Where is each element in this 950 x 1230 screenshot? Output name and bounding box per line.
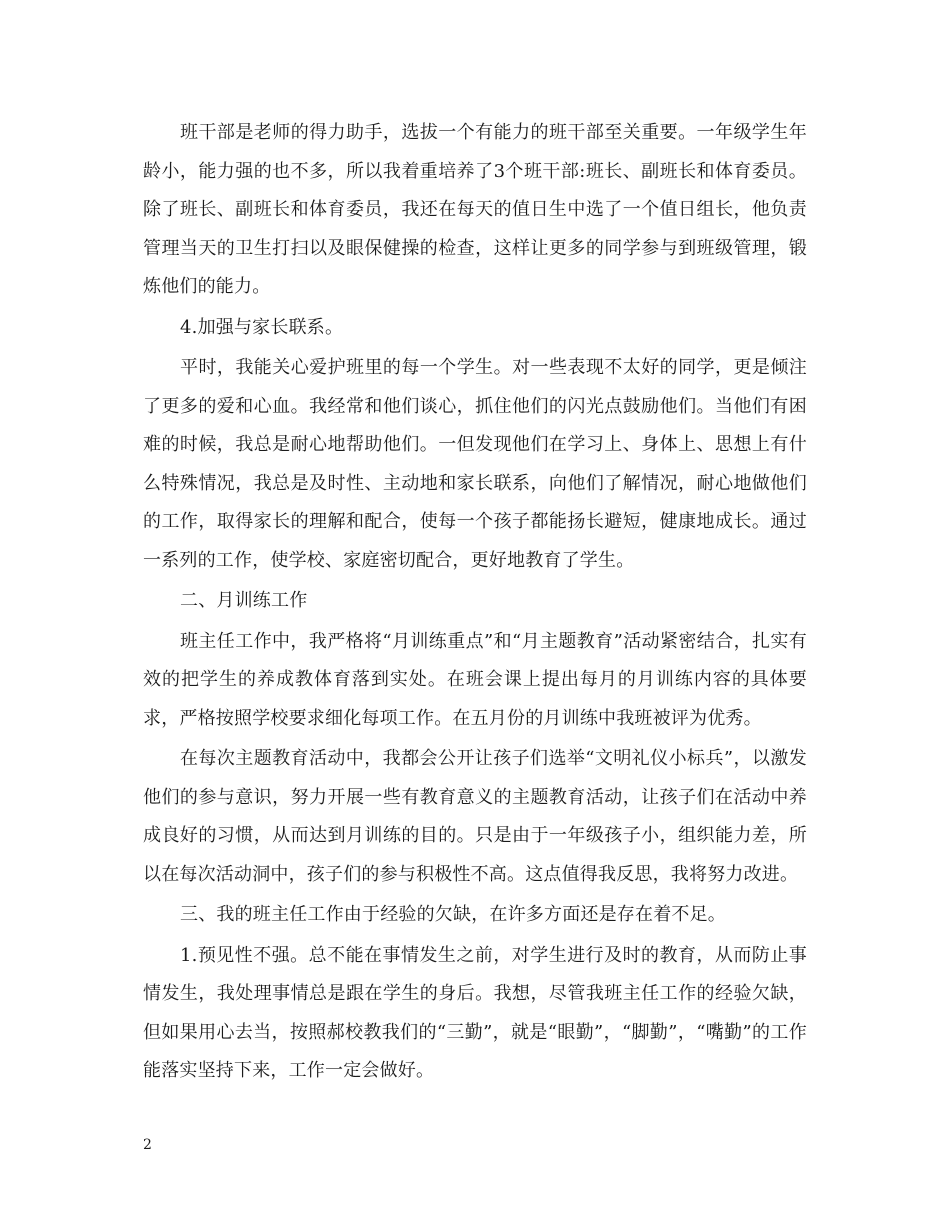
paragraph-theme-education: 在每次主题教育活动中，我都会公开让孩子们选举“文明礼仪小标兵”，以激发他们的参与意识，努力开展一些有教育意义的主题教育活动，让孩子们在活动中养成良好的习惯，从而达到月训练的目的。只是由于一年级孩子小，组织能力差，所以在每次活动洞中，孩子们的参与积极性不高。这点值得我反思，我将努力改进。 [143,748,807,885]
heading-shortcomings: 三、我的班主任工作由于经验的欠缺，在许多方面还是存在着不足。 [180,904,726,925]
paragraph-monthly-training: 班主任工作中，我严格将“月训练重点”和“月主题教育”活动紧密结合，扎实有效的把学生的养成教体育落到实处。在班会课上提出每月的月训练内容的具体要求，严格按照学校要求细化每项工作。在五月份的月训练中我班被评为优秀。 [143,630,807,729]
paragraph-foresight: 1.预见性不强。总不能在事情发生之前，对学生进行及时的教育，从而防止事情发生，我处理事情总是跟在学生的身后。我想，尽管我班主任工作的经验欠缺，但如果用心去当，按照郝校教我们的“三勤”，就是“眼勤”，“脚勤”，“嘴勤”的工作能落实坚持下来，工作一定会做好。 [143,944,807,1081]
heading-monthly-training: 二、月训练工作 [180,590,308,611]
page-number: 2 [143,1137,152,1153]
paragraph-class-cadres: 班干部是老师的得力助手，选拔一个有能力的班干部至关重要。一年级学生年龄小，能力强的也不多，所以我着重培养了3个班干部:班长、副班长和体育委员。除了班长、副班长和体育委员，我还在每天的值日生中选了一个值日组长，他负责管理当天的卫生打扫以及眼保健操的检查，这样让更多的同学参与到班级管理，锻炼他们的能力。 [143,122,807,297]
paragraph-care-students: 平时，我能关心爱护班里的每一个学生。对一些表现不太好的同学，更是倾注了更多的爱和心血。我经常和他们谈心，抓住他们的闪光点鼓励他们。当他们有困难的时候，我总是耐心地帮助他们。一但发现他们在学习上、身体上、思想上有什么特殊情况，我总是及时性、主动地和家长联系，向他们了解情况，耐心地做他们的工作，取得家长的理解和配合，使每一个孩子都能扬长避短，健康地成长。通过一系列的工作，使学校、家庭密切配合，更好地教育了学生。 [143,357,807,571]
document-body [143,114,807,1093]
heading-parent-contact: 4.加强与家长联系。 [180,316,344,338]
